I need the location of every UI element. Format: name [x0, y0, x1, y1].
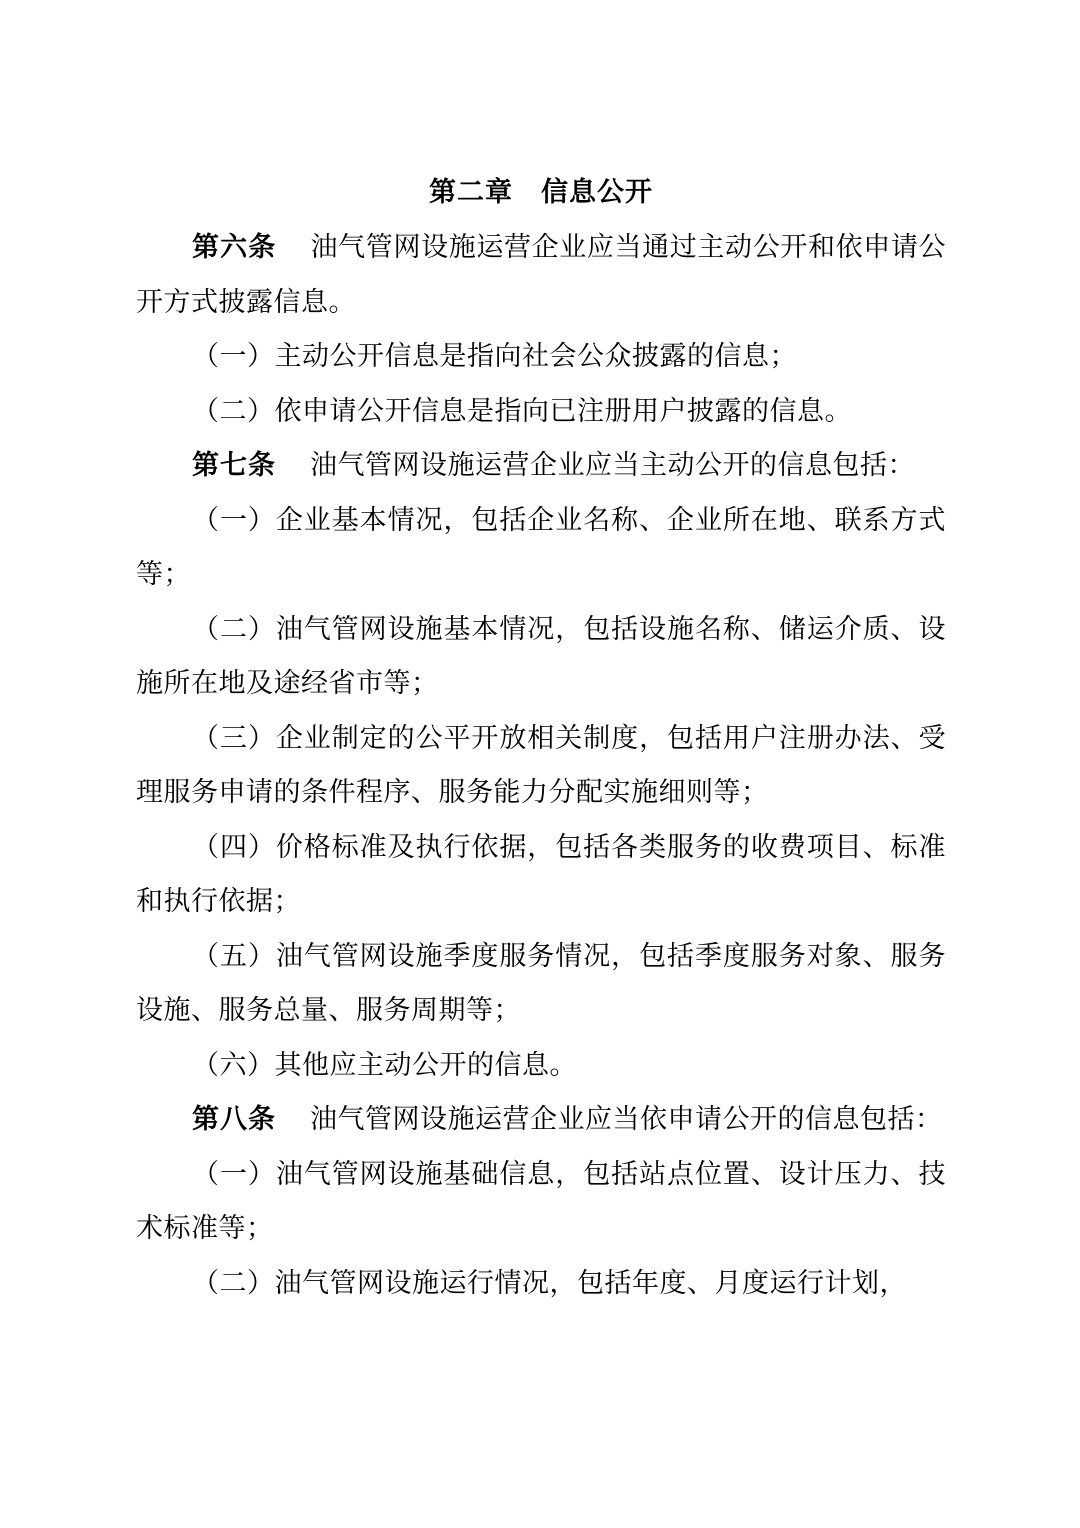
document-body	[136, 165, 946, 1311]
article-8	[136, 1093, 946, 1148]
article-text: 油气管网设施运营企业应当依申请公开的信息包括：	[310, 1104, 943, 1135]
article-7-item-5: （五）油气管网设施季度服务情况，包括季度服务对象、服务设施、服务总量、服务周期等；	[136, 940, 946, 1026]
article-7	[136, 439, 946, 494]
article-label: 第六条	[192, 232, 277, 263]
article-7-item-3: （三）企业制定的公平开放相关制度，包括用户注册办法、受理服务申请的条件程序、服务能力分配实施细则等；	[136, 722, 946, 808]
article-label: 第八条	[192, 1104, 276, 1135]
article-6	[136, 221, 946, 330]
article-7-item-4: （四）价格标准及执行依据，包括各类服务的收费项目、标准和执行依据；	[136, 831, 946, 917]
chapter-title: 第二章 信息公开	[429, 177, 653, 208]
article-6-item-2: （二）依申请公开信息是指向已注册用户披露的信息。	[192, 395, 852, 427]
article-7-item-6: （六）其他应主动公开的信息。	[192, 1049, 577, 1081]
article-text: 油气管网设施运营企业应当通过主动公开和依申请公开方式披露信息。	[136, 232, 947, 318]
article-6-item-1: （一）主动公开信息是指向社会公众披露的信息；	[192, 341, 797, 372]
article-8-item-2: （二）油气管网设施运行情况，包括年度、月度运行计划，	[192, 1267, 907, 1299]
article-label: 第七条	[192, 450, 276, 481]
article-8-item-1: （一）油气管网设施基础信息，包括站点位置、设计压力、技术标准等；	[136, 1158, 946, 1244]
article-7-item-2: （二）油气管网设施基本情况，包括设施名称、储运介质、设施所在地及途经省市等；	[136, 613, 946, 699]
article-text: 油气管网设施运营企业应当主动公开的信息包括：	[310, 450, 915, 481]
article-7-item-1: （一）企业基本情况，包括企业名称、企业所在地、联系方式等；	[136, 504, 946, 590]
